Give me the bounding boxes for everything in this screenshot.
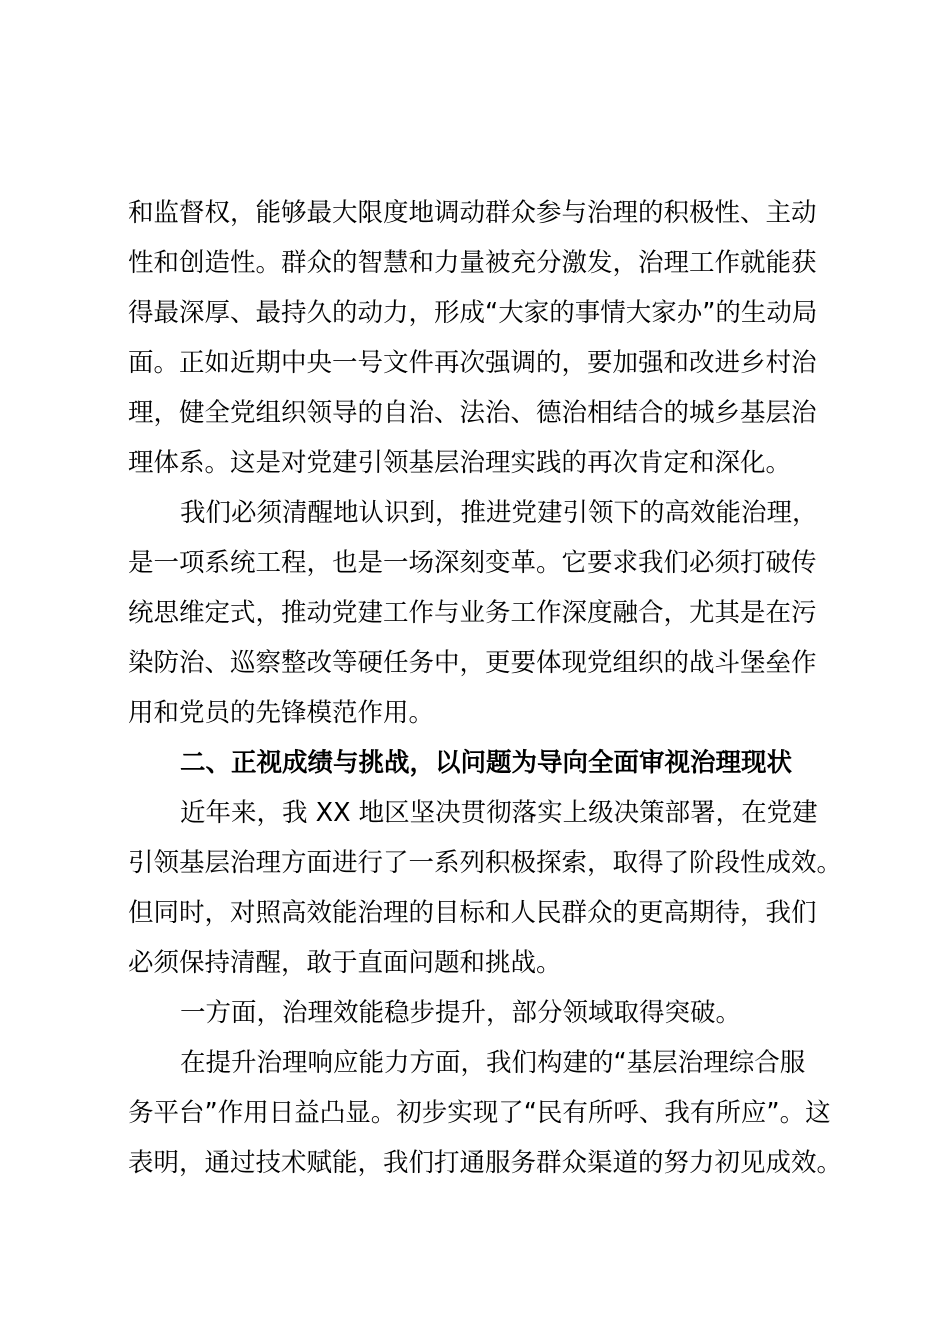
section-heading: 二、正视成绩与挑战，以问题为导向全面审视治理现状 — [180, 748, 793, 778]
text-line: 性和创造性。群众的智慧和力量被充分激发，治理工作就能获 — [128, 248, 817, 278]
text-line: 和监督权，能够最大限度地调动群众参与治理的积极性、主动 — [128, 198, 817, 228]
text-line: 表明，通过技术赋能，我们打通服务群众渠道的努力初见成效。 — [128, 1148, 843, 1178]
paragraph-continued — [128, 188, 848, 488]
text-line: 务平台”作用日益凸显。初步实现了“民有所呼、我有所应”。这 — [128, 1098, 831, 1128]
text-line: 得最深厚、最持久的动力，形成“大家的事情大家办”的生动局 — [128, 298, 818, 328]
text-line: 面。正如近期中央一号文件再次强调的，要加强和改进乡村治 — [128, 348, 817, 378]
paragraph — [128, 788, 848, 988]
text-line: 但同时，对照高效能治理的目标和人民群众的更高期待，我们 — [128, 898, 817, 928]
text-line: 是一项系统工程，也是一场深刻变革。它要求我们必须打破传 — [128, 548, 817, 578]
paragraph: 一方面，治理效能稳步提升，部分领域取得突破。 — [180, 998, 742, 1028]
text-line: 近年来，我 XX 地区坚决贯彻落实上级决策部署，在党建 — [180, 798, 818, 828]
document-page — [128, 188, 848, 1188]
text-line: 用和党员的先锋模范作用。 — [128, 698, 435, 728]
text-line: 我们必须清醒地认识到，推进党建引领下的高效能治理， — [180, 498, 818, 528]
text-line: 引领基层治理方面进行了一系列积极探索，取得了阶段性成效。 — [128, 848, 843, 878]
text-line: 理，健全党组织领导的自治、法治、德治相结合的城乡基层治 — [128, 398, 817, 428]
text-line: 理体系。这是对党建引领基层治理实践的再次肯定和深化。 — [128, 448, 792, 478]
text-line: 染防治、巡察整改等硬任务中，更要体现党组织的战斗堡垒作 — [128, 648, 817, 678]
text-line: 统思维定式，推动党建工作与业务工作深度融合，尤其是在污 — [128, 598, 817, 628]
text-line: 必须保持清醒，敢于直面问题和挑战。 — [128, 948, 562, 978]
paragraph — [128, 488, 848, 738]
paragraph — [128, 1038, 848, 1188]
text-line: 在提升治理响应能力方面，我们构建的“基层治理综合服 — [180, 1048, 806, 1078]
